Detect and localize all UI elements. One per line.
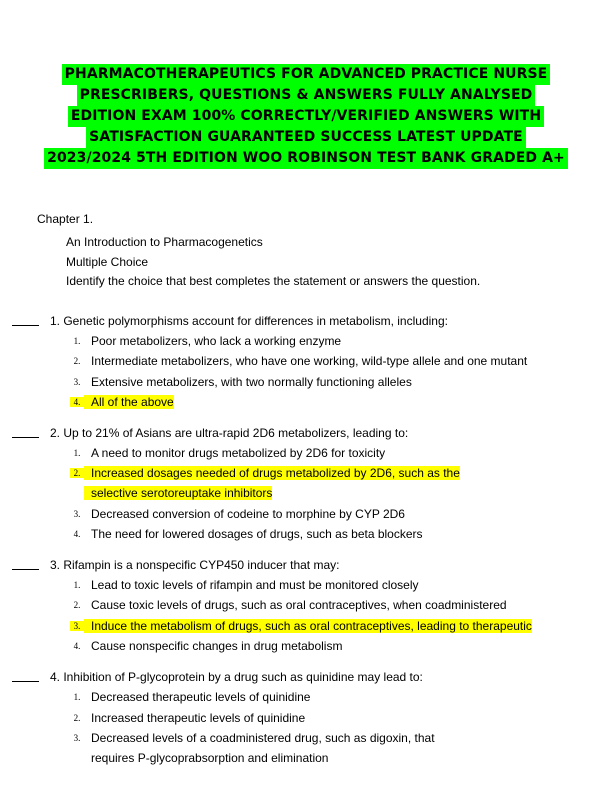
option-text: A need to monitor drugs metabolized by 2D6 for toxicity <box>91 446 386 460</box>
option-number: 3. <box>73 509 81 519</box>
option-text: Increased therapeutic levels of quinidine <box>91 711 306 725</box>
option-number: 1. <box>73 448 81 458</box>
answer-blank[interactable] <box>12 437 39 438</box>
title-line: PHARMACOTHERAPEUTICS FOR ADVANCED PRACTICE NURSE <box>62 64 551 85</box>
option-number: 2. <box>73 713 81 723</box>
chapter-heading: Chapter 1. <box>37 212 94 226</box>
option-text-continued: selective serotoreuptake inhibitors <box>84 486 272 500</box>
question-prompt: 3. Rifampin is a nonspecific CYP450 inducer that may: <box>50 558 340 572</box>
option-text-continued: requires P-glycoprabsorption and elimination <box>91 751 329 765</box>
option-text: Decreased therapeutic levels of quinidine <box>91 690 311 704</box>
option-number: 1. <box>73 580 81 590</box>
option-number: 4. <box>70 397 84 407</box>
question-prompt: 1. Genetic polymorphisms account for differences in metabolism, including: <box>50 314 448 328</box>
section-type: Multiple Choice <box>66 255 149 269</box>
answer-blank[interactable] <box>12 325 39 326</box>
option-text: Lead to toxic levels of rifampin and must be monitored closely <box>91 578 419 592</box>
option-number: 3. <box>73 377 81 387</box>
option-number: 3. <box>70 621 84 631</box>
option-number: 4. <box>73 641 81 651</box>
option-number: 1. <box>73 692 81 702</box>
option-text: Decreased conversion of codeine to morphine by CYP 2D6 <box>91 507 405 521</box>
question-prompt: 2. Up to 21% of Asians are ultra-rapid 2D6 metabolizers, leading to: <box>50 426 409 440</box>
answer-blank[interactable] <box>12 569 39 570</box>
title-line: EDITION EXAM 100% CORRECTLY/VERIFIED ANSWERS WITH <box>68 106 544 127</box>
option-text: Increased dosages needed of drugs metabolized by 2D6, such as the <box>84 466 460 480</box>
instructions: Identify the choice that best completes the statement or answers the question. <box>66 274 481 288</box>
option-number: 2. <box>73 356 81 366</box>
option-text: Induce the metabolism of drugs, such as oral contraceptives, leading to therapeutic <box>84 619 532 633</box>
question-prompt: 4. Inhibition of P-glycoprotein by a drug such as quinidine may lead to: <box>50 670 423 684</box>
option-text: Decreased levels of a coadministered drug, such as digoxin, that <box>91 731 435 745</box>
title-line: PRESCRIBERS, QUESTIONS & ANSWERS FULLY ANALYSED <box>77 85 536 106</box>
chapter-title: An Introduction to Pharmacogenetics <box>66 235 263 249</box>
option-text: Intermediate metabolizers, who have one working, wild-type allele and one mutant <box>91 354 528 368</box>
title-line: 2023/2024 5TH EDITION WOO ROBINSON TEST BANK GRADED A+ <box>44 148 568 169</box>
option-text: Extensive metabolizers, with two normally functioning alleles <box>91 375 412 389</box>
option-number: 2. <box>73 600 81 610</box>
option-number: 3. <box>73 733 81 743</box>
option-text: Cause nonspecific changes in drug metabolism <box>91 639 343 653</box>
option-text: The need for lowered dosages of drugs, such as beta blockers <box>91 527 423 541</box>
title-line: SATISFACTION GUARANTEED SUCCESS LATEST UPDATE <box>86 127 526 148</box>
option-text: All of the above <box>84 395 174 409</box>
option-number: 4. <box>73 529 81 539</box>
answer-blank[interactable] <box>12 681 39 682</box>
option-text: Poor metabolizers, who lack a working enzyme <box>91 334 342 348</box>
document-title <box>0 64 612 169</box>
option-number: 1. <box>73 336 81 346</box>
option-number: 2. <box>70 468 84 478</box>
option-text: Cause toxic levels of drugs, such as oral contraceptives, when coadministered <box>91 598 507 612</box>
